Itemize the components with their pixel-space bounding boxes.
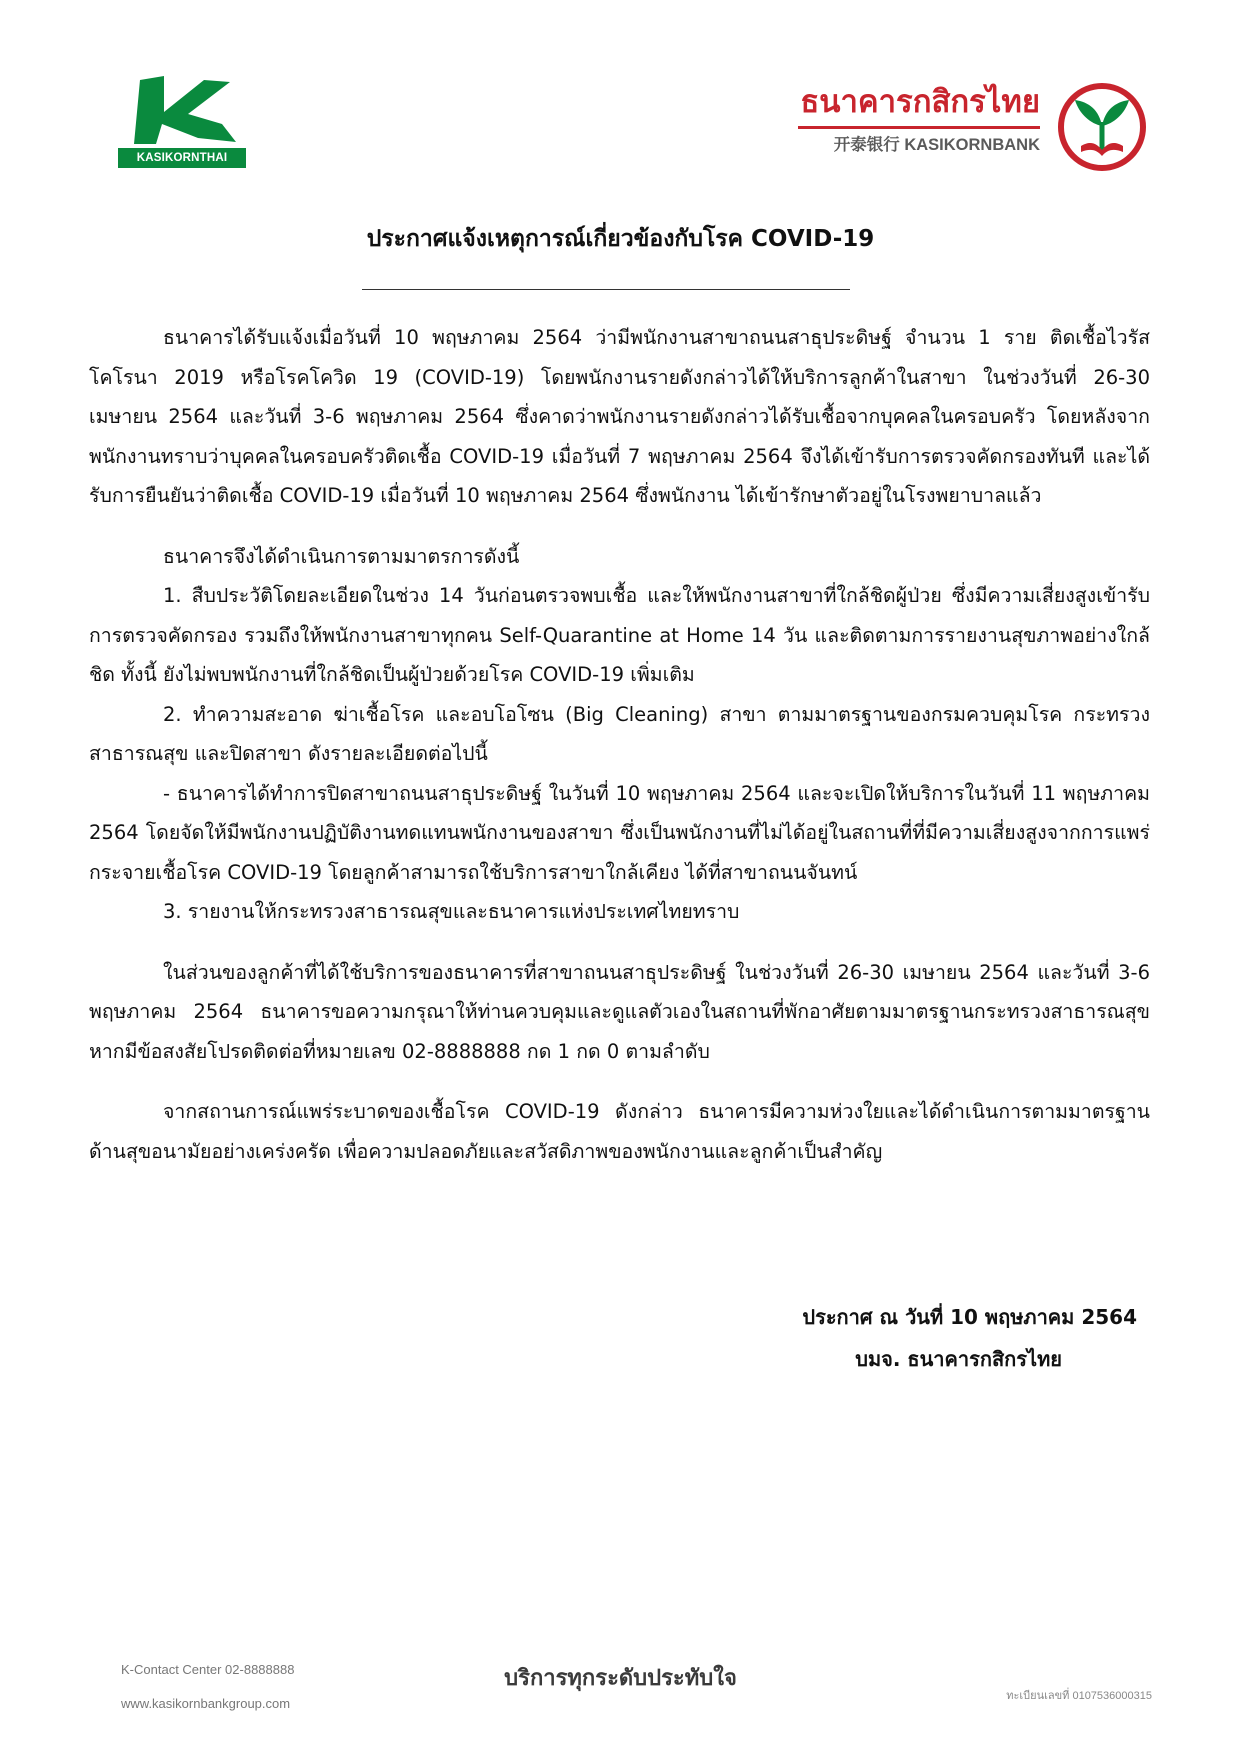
bank-name-english: 开泰银行 KASIKORNBANK — [833, 136, 1040, 154]
brand-divider — [798, 126, 1040, 129]
footer-slogan: บริการทุกระดับประทับใจ — [504, 1665, 737, 1691]
paragraph-customers: ในส่วนของลูกค้าที่ได้ใช้บริการของธนาคารที่สาขาถนนสาธุประดิษฐ์ ในช่วงวันที่ 26-30 เมษายน 2564 และวันที่ 3-6 พฤษภาคม 2564 ธนาคารขอความกรุณาให้ท่านควบคุมและดูแลตัวเองในสถานที่พักอาศัยตามมาตรฐานกระทรวงสาธารณสุข หากมีข้อสงสัยโปรดติดต่อที่หมายเลข 02-8888888 กด 1 กด 0 ตามลำดับ — [89, 960, 1150, 1063]
k-letter-icon — [118, 74, 246, 148]
kasikornbank-logo — [790, 82, 1160, 172]
page-title: ประกาศแจ้งเหตุการณ์เกี่ยวข้องกับโรค COVID-19 — [366, 226, 875, 252]
paragraph-incident: ธนาคารได้รับแจ้งเมื่อวันที่ 10 พฤษภาคม 2564 ว่ามีพนักงานสาขาถนนสาธุประดิษฐ์ จำนวน 1 ราย ติดเชื้อไวรัสโคโรนา 2019 หรือโรคโควิด 19 (COVID-19) โดยพนักงานรายดังกล่าวได้ให้บริการลูกค้าในสาขา ในช่วงวันที่ 26-30 เมษายน 2564 และวันที่ 3-6 พฤษภาคม 2564 ซึ่งคาดว่าพนักงานรายดังกล่าวได้รับเชื้อจากบุคคลในครอบครัว โดยหลังจากพนักงานทราบว่าบุคคลในครอบครัวติดเชื้อ COVID-19 เมื่อวันที่ 7 พฤษภาคม 2564 จึงได้เข้ารับการตรวจคัดกรองทันที และได้รับการยืนยันว่าติดเชื้อ COVID-19 เมื่อวันที่ 10 พฤษภาคม 2564 ซึ่งพนักงาน ได้เข้ารักษาตัวอยู่ในโรงพยาบาลแล้ว — [89, 326, 1150, 507]
title-divider — [362, 289, 850, 290]
paragraph-closing: จากสถานการณ์แพร่ระบาดของเชื้อโรค COVID-19 ดังกล่าว ธนาคารมีความห่วงใยและได้ดำเนินการตามมาตรฐานด้านสุขอนามัยอย่างเคร่งครัด เพื่อความปลอดภัยและสวัสดิภาพของพนักงานและลูกค้าเป็นสำคัญ — [89, 1100, 1150, 1163]
measure-2-detail: - ธนาคารได้ทำการปิดสาขาถนนสาธุประดิษฐ์ ในวันที่ 10 พฤษภาคม 2564 และจะเปิดให้บริการในวันที่ 11 พฤษภาคม 2564 โดยจัดให้มีพนักงานปฏิบัติงานทดแทนพนักงานของสาขา ซึ่งเป็นพนักงานที่ไม่ได้อยู่ในสถานที่ที่มีความเสี่ยงสูงจากการแพร่กระจายเชื้อโรค COVID-19 โดยลูกค้าสามารถใช้บริการสาขาใกล้เคียง ได้ที่สาขาถนนจันทน์ — [89, 781, 1150, 884]
measure-2: 2. ทำความสะอาด ฆ่าเชื้อโรค และอบโอโซน (Big Cleaning) สาขา ตามมาตรฐานของกรมควบคุมโรค กระทรวงสาธารณสุข และปิดสาขา ดังรายละเอียดต่อไปนี้ — [89, 702, 1150, 765]
website-link[interactable]: www.kasikornbankgroup.com — [121, 1696, 291, 1711]
measure-1: 1. สืบประวัติโดยละเอียดในช่วง 14 วันก่อนตรวจพบเชื้อ และให้พนักงานสาขาที่ใกล้ชิดผู้ป่วย ซึ่งมีความเสี่ยงสูงเข้ารับการตรวจคัดกรอง รวมถึงให้พนักงานสาขาทุกคน Self-Quarantine at Home 14 วัน และติดตามการรายงานสุขภาพอย่างใกล้ชิด ทั้งนี้ ยังไม่พบพนักงานที่ใกล้ชิดเป็นผู้ป่วยด้วยโรค COVID-19 เพิ่มเติม — [89, 584, 1150, 686]
registration-number: ทะเบียนเลขที่ 0107536000315 — [1006, 1690, 1152, 1702]
issuer-name: บมจ. ธนาคารกสิกรไทย — [855, 1347, 1062, 1371]
rice-plant-emblem-icon — [1057, 82, 1147, 172]
measure-3: 3. รายงานให้กระทรวงสาธารณสุขและธนาคารแห่งประเทศไทยทราบ — [163, 900, 740, 923]
logo-caption: KASIKORNTHAI — [118, 148, 246, 168]
bank-name-thai: ธนาคารกสิกรไทย — [800, 84, 1040, 120]
announcement-body — [89, 318, 1150, 1171]
announcement-date: ประกาศ ณ วันที่ 10 พฤษภาคม 2564 — [802, 1305, 1137, 1329]
kasikornthai-logo — [118, 74, 246, 170]
paragraph-measures-intro: ธนาคารจึงได้ดำเนินการตามมาตรการดังนี้ — [163, 544, 520, 568]
contact-center: K-Contact Center 02-8888888 — [121, 1662, 295, 1677]
